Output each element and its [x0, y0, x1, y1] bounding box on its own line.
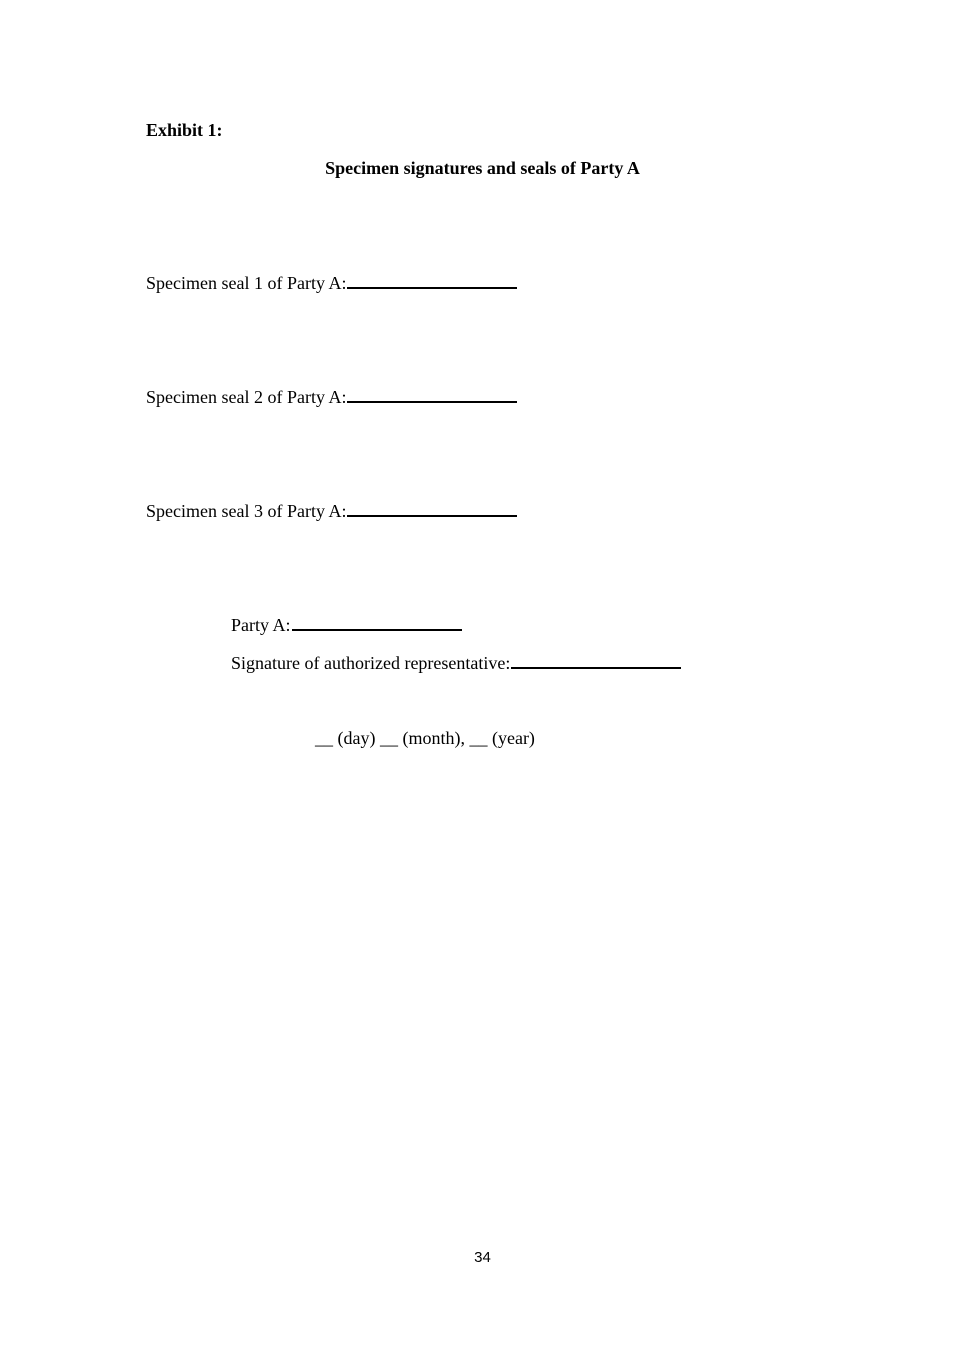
- representative-blank: [511, 651, 681, 669]
- seal-label-2: Specimen seal 2 of Party A:: [146, 387, 347, 407]
- seal-label-1: Specimen seal 1 of Party A:: [146, 273, 347, 293]
- party-blank: [292, 613, 462, 631]
- seal-line-1: [146, 271, 517, 294]
- seal-line-3: [146, 499, 517, 522]
- seal-blank-2: [347, 385, 517, 403]
- seal-label-3: Specimen seal 3 of Party A:: [146, 501, 347, 521]
- representative-label: Signature of authorized representative:: [231, 653, 511, 673]
- exhibit-label: Exhibit 1:: [146, 120, 223, 140]
- seal-line-2: [146, 385, 517, 408]
- party-label: Party A:: [231, 615, 291, 635]
- representative-line: [231, 651, 681, 674]
- date-line: __ (day) __ (month), __ (year): [315, 728, 535, 748]
- page-number: 34: [474, 1249, 491, 1266]
- seal-blank-3: [347, 499, 517, 517]
- seal-blank-1: [347, 271, 517, 289]
- exhibit-title: Specimen signatures and seals of Party A: [325, 158, 640, 178]
- party-line: [231, 613, 462, 636]
